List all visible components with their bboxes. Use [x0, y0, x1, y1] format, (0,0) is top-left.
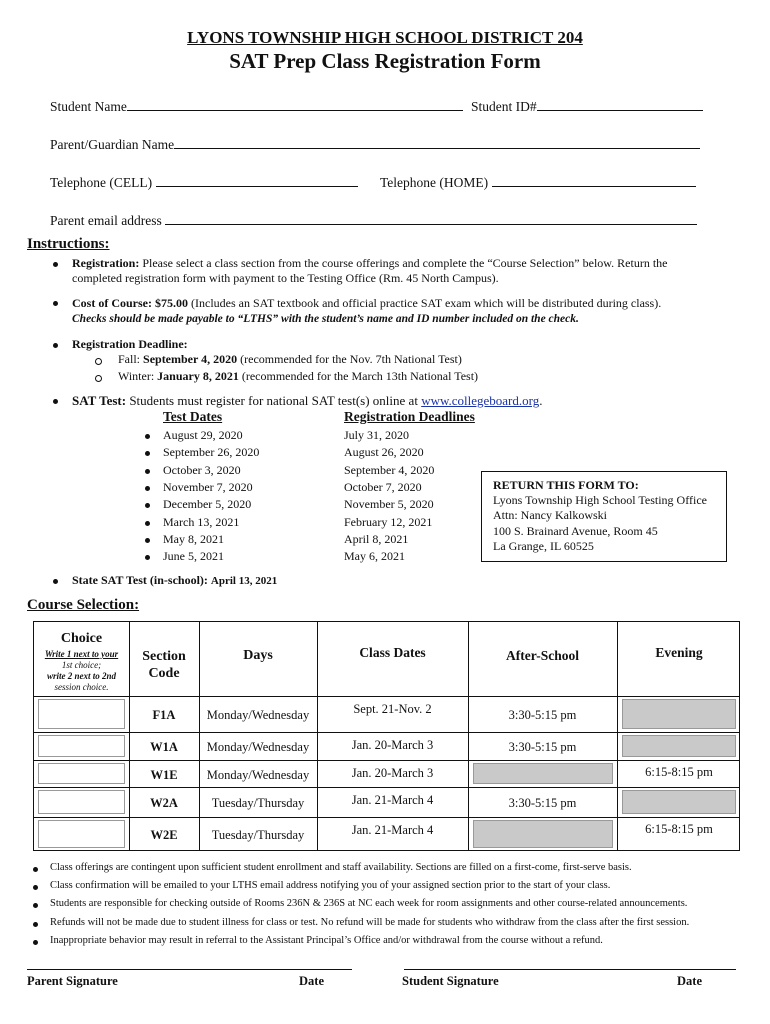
unavailable-cell	[473, 763, 613, 784]
registration-text-1: Please select a class section from the course offerings and complete the “Course Selection” below. Return the	[139, 256, 668, 270]
sub-bullet	[95, 375, 102, 382]
registration-deadline: May 6, 2021	[344, 549, 405, 564]
test-date: June 5, 2021	[163, 549, 224, 564]
days-cell: Monday/Wednesday	[206, 767, 310, 782]
test-date: August 29, 2020	[163, 428, 243, 442]
col-evening-header: Evening	[655, 645, 703, 660]
state-sat-line: State SAT Test (in-school): April 13, 2021	[72, 573, 278, 587]
course-selection-heading: Course Selection:	[27, 597, 140, 613]
return-box	[481, 471, 727, 562]
return-line-1: Lyons Township High School Testing Office	[493, 493, 707, 507]
registration-deadline: April 8, 2021	[344, 531, 409, 546]
winter-deadline: Winter: January 8, 2021 (recommended for the March 13th National Test)	[118, 369, 479, 383]
student-signature-label: Student Signature	[402, 974, 499, 988]
col-days-header: Days	[243, 648, 273, 663]
tel-cell-line[interactable]	[156, 174, 358, 187]
days-cell: Monday/Wednesday	[206, 708, 310, 722]
days-cell: Monday/Wednesday	[206, 740, 310, 754]
parent-signature-label: Parent Signature	[27, 974, 118, 988]
bullet	[145, 486, 150, 491]
bullet	[145, 538, 150, 543]
evening-time: 6:15-8:15 pm	[645, 765, 713, 779]
parent-name-label: Parent/Guardian Name	[50, 137, 175, 152]
student-id-label: Student ID#	[471, 99, 537, 114]
section-code: W2A	[150, 796, 178, 810]
col-class-dates-header: Class Dates	[359, 645, 426, 660]
bullet	[145, 451, 150, 456]
registration-deadline: August 26, 2020	[344, 445, 424, 460]
test-date: March 13, 2021	[163, 514, 240, 529]
after-school-time: 3:30-5:15 pm	[508, 796, 577, 810]
tel-home-label: Telephone (HOME)	[380, 175, 489, 190]
winter-date: January 8, 2021	[157, 369, 239, 383]
registration-label: Registration:	[72, 256, 140, 270]
unavailable-cell	[473, 820, 613, 848]
col-after-school-header: After-School	[506, 648, 579, 663]
parent-email-label: Parent email address	[50, 213, 162, 228]
return-line-4: La Grange, IL 60525	[493, 539, 594, 553]
bullet	[33, 867, 38, 872]
fall-date: September 4, 2020	[143, 352, 238, 366]
bullet	[53, 579, 58, 584]
bullet	[145, 469, 150, 474]
return-title: RETURN THIS FORM TO:	[493, 478, 639, 492]
tel-home-field[interactable]	[380, 174, 696, 191]
checks-note: Checks should be made payable to “LTHS” with the student’s name and ID number included on the check.	[72, 313, 579, 325]
test-date: November 7, 2020	[163, 479, 253, 494]
class-dates-cell: Jan. 20-March 3	[351, 738, 434, 752]
note-item: Refunds will not be made due to student illness for class or test. No refund will be made for students who withdraw from the class after the first session.	[50, 916, 690, 928]
student-name-label: Student Name	[50, 99, 127, 114]
unavailable-cell	[622, 790, 736, 814]
bullet	[145, 434, 150, 439]
bullet	[53, 262, 58, 267]
registration-deadline: July 31, 2020	[344, 428, 410, 442]
cost-value: : $75.00	[148, 296, 188, 310]
choice-input[interactable]	[38, 735, 125, 757]
student-date-label: Date	[677, 974, 702, 988]
instructions-heading: Instructions:	[27, 236, 110, 252]
bullet	[53, 343, 58, 348]
return-line-3: 100 S. Brainard Avenue, Room 45	[493, 524, 658, 538]
test-date: September 26, 2020	[163, 445, 260, 460]
evening-time: 6:15-8:15 pm	[645, 822, 713, 836]
after-school-time: 3:30-5:15 pm	[508, 740, 577, 754]
row-divider	[34, 732, 739, 733]
class-dates-cell: Jan. 21-March 4	[351, 793, 434, 807]
row-divider	[34, 696, 739, 697]
test-date: May 8, 2021	[163, 531, 224, 546]
cost-text: (Includes an SAT textbook and official practice SAT exam which will be distributed during class).	[188, 296, 662, 310]
choice-input[interactable]	[38, 699, 125, 729]
form-title: SAT Prep Class Registration Form	[229, 49, 541, 73]
student-signature-line[interactable]	[404, 969, 736, 970]
row-divider	[34, 760, 739, 761]
return-line-2: Attn: Nancy Kalkowski	[493, 508, 607, 522]
test-date: December 5, 2020	[163, 497, 252, 512]
test-dates-heading: Test Dates	[163, 409, 223, 424]
registration-deadline: November 5, 2020	[344, 497, 434, 512]
bullet	[33, 922, 38, 927]
reg-deadlines-heading: Registration Deadlines	[344, 409, 475, 424]
parent-name-line[interactable]	[174, 136, 700, 149]
unavailable-cell	[622, 735, 736, 757]
choice-note: Write 1 next to your 1st choice; write 2 next to 2nd session choice.	[44, 649, 119, 692]
bullet	[145, 555, 150, 560]
parent-signature-line[interactable]	[27, 969, 352, 970]
section-code: W2E	[150, 828, 178, 842]
registration-text-2: completed registration form with payment to the Testing Office (Rm. 45 North Campus).	[72, 271, 499, 285]
sub-bullet	[95, 358, 102, 365]
bullet	[53, 301, 58, 306]
fall-deadline: Fall: September 4, 2020 (recommended for the Nov. 7th National Test)	[118, 352, 462, 366]
parent-email-field[interactable]	[50, 212, 697, 229]
registration-line-1	[72, 256, 668, 271]
student-name-field[interactable]	[50, 98, 463, 115]
student-id-line[interactable]	[537, 98, 703, 111]
choice-input[interactable]	[38, 820, 125, 848]
bullet	[33, 885, 38, 890]
parent-date-label: Date	[299, 974, 324, 988]
row-divider	[34, 787, 739, 788]
cost-line	[72, 296, 661, 311]
after-school-time: 3:30-5:15 pm	[508, 708, 577, 722]
tel-cell-label: Telephone (CELL)	[50, 175, 153, 190]
bullet	[145, 503, 150, 508]
registration-deadline: September 4, 2020	[344, 462, 435, 477]
section-code: W1E	[150, 767, 178, 782]
registration-deadline: February 12, 2021	[344, 514, 433, 529]
sat-label: SAT Test:	[72, 393, 127, 408]
bullet	[145, 521, 150, 526]
note-item: Students are responsible for checking outside of Rooms 236N & 236S at NC each week for room assignments and other course-related announcements.	[50, 898, 688, 910]
section-code: F1A	[152, 708, 176, 722]
bullet	[53, 399, 58, 404]
bullet	[33, 903, 38, 908]
parent-name-field[interactable]	[50, 136, 700, 153]
unavailable-cell	[622, 699, 736, 729]
student-id-field[interactable]	[471, 98, 703, 115]
collegeboard-link[interactable]: www.collegeboard.org	[421, 393, 540, 408]
days-cell: Tuesday/Thursday	[211, 828, 305, 842]
registration-deadline: October 7, 2020	[344, 479, 422, 494]
district-title: LYONS TOWNSHIP HIGH SCHOOL DISTRICT 204	[187, 28, 583, 47]
col-section-header: Section Code	[142, 649, 186, 681]
tel-cell-field[interactable]	[50, 174, 358, 191]
note-item: Inappropriate behavior may result in referral to the Assistant Principal’s Office and/or withdrawal from the course without a refund.	[50, 934, 603, 946]
note-item: Class offerings are contingent upon sufficient student enrollment and staff availability. Sections are filled on a first-come, first-serve basis.	[50, 862, 632, 873]
tel-home-line[interactable]	[492, 174, 696, 187]
row-divider	[34, 817, 739, 818]
col-choice-header: Choice	[60, 631, 103, 646]
note-item: Class confirmation will be emailed to your LTHS email address notifying you of your assigned section prior to the start of your class.	[50, 880, 611, 892]
student-name-line[interactable]	[127, 98, 463, 111]
days-cell: Tuesday/Thursday	[211, 796, 305, 810]
class-dates-cell: Jan. 20-March 3	[351, 766, 434, 780]
parent-email-line[interactable]	[165, 212, 697, 225]
bullet	[33, 940, 38, 945]
sat-line: SAT Test: Students must register for national SAT test(s) online at www.collegeboard.org.	[72, 393, 543, 408]
cost-label: Cost of Course	[72, 296, 148, 310]
class-dates-cell: Jan. 21-March 4	[351, 823, 434, 837]
test-date: October 3, 2020	[163, 462, 241, 477]
choice-input[interactable]	[38, 790, 125, 814]
course-table	[33, 621, 740, 851]
choice-input[interactable]	[38, 763, 125, 784]
section-code: W1A	[150, 740, 178, 754]
class-dates-cell: Sept. 21-Nov. 2	[353, 702, 432, 716]
deadline-label: Registration Deadline:	[72, 337, 188, 351]
